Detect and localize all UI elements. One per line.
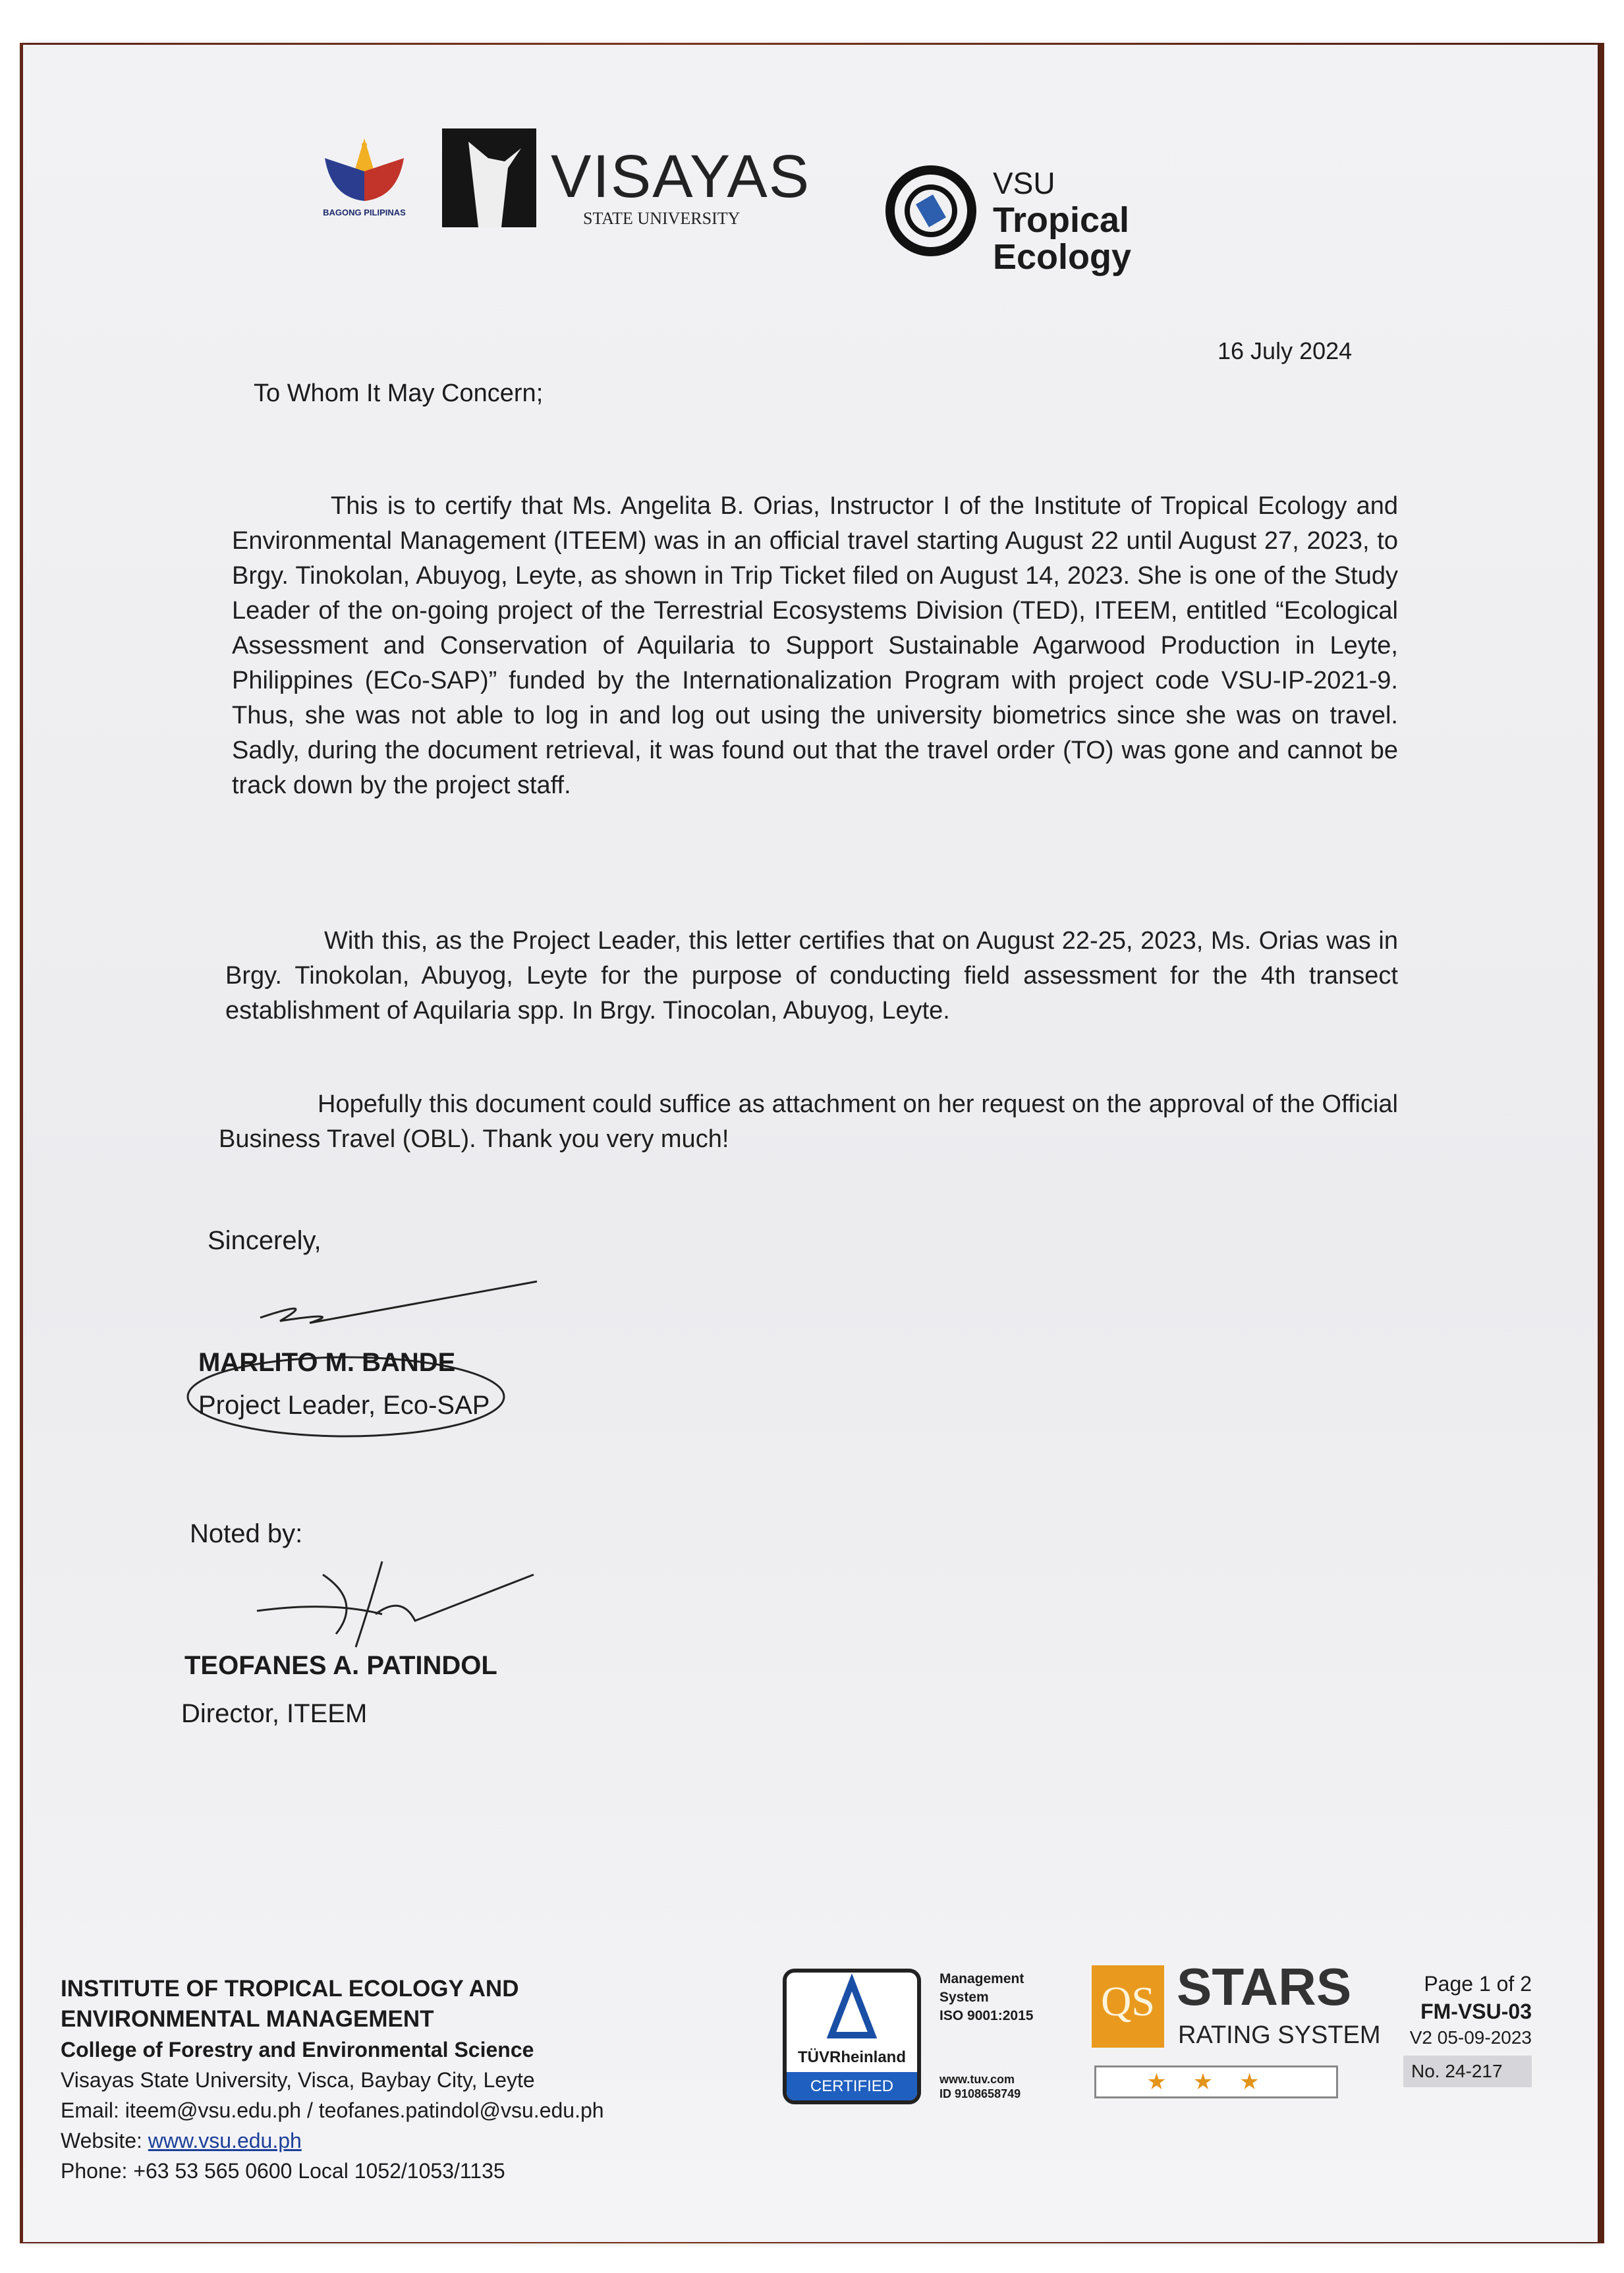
mgmt-line-3: ISO 9001:2015 bbox=[939, 2008, 1034, 2023]
tuv-badge bbox=[783, 1969, 921, 2104]
signature-patindol bbox=[250, 1555, 540, 1660]
noted-by-label: Noted by: bbox=[190, 1519, 303, 1548]
qs-logo: QS bbox=[1092, 1965, 1164, 2048]
mgmt-line-1: Management bbox=[939, 1971, 1024, 1986]
paragraph-1: This is to certify that Ms. Angelita B. Orias, Instructor I of the Institute of Tropical Ecology and Environmental Management (ITEEM) was in an official travel starting August 22 until August 27, 2023, to Brgy. Tinokolan, Abuyog, Leyte, as shown in Trip Ticket filed on August 14, 2023. She is one of the Study Leader of the on-going project of the Terrestrial Ecosystems Division (TED), ITEEM, entitled “Ecological Assessment and Conservation of Aquilaria to Support Sustainable Agarwood Production in Leyte, Philippines (ECo-SAP)” funded by the Internationalization Program with project code VSU-IP-2021-9. Thus, she was not able to log in and log out using the university biometrics since she was on travel. Sadly, during the document retrieval, it was found out that the travel order (TO) was gone and cannot be track down by the project staff. bbox=[232, 492, 1398, 799]
tuv-web bbox=[939, 2072, 1021, 2101]
tuv-id: ID 9108658749 bbox=[939, 2087, 1021, 2100]
signer1-name: MARLITO M. BANDE bbox=[198, 1348, 456, 1377]
document-control bbox=[1390, 1970, 1532, 2087]
phone: Phone: +63 53 565 0600 Local 1052/1053/1135 bbox=[61, 2159, 505, 2183]
tropical-ecology-emblem bbox=[882, 161, 980, 260]
document-number: No. 24-217 bbox=[1403, 2056, 1532, 2087]
closing: Sincerely, bbox=[208, 1226, 322, 1255]
tuv-certified: CERTIFIED bbox=[787, 2072, 917, 2101]
vsu-emblem bbox=[442, 128, 536, 227]
mgmt-line-2: System bbox=[939, 1990, 989, 2005]
vsu-subname: STATE UNIVERSITY bbox=[583, 209, 741, 228]
qs-star-box bbox=[1094, 2065, 1338, 2098]
bagong-pilipinas-text: BAGONG PILIPINAS bbox=[323, 208, 406, 217]
signer2-title: Director, ITEEM bbox=[181, 1699, 368, 1728]
address: Visayas State University, Visca, Baybay City, Leyte bbox=[61, 2068, 535, 2092]
website-label: Website: bbox=[61, 2129, 148, 2152]
footer-address bbox=[61, 1974, 604, 2186]
tuv-triangle-icon bbox=[787, 1973, 917, 2045]
tropical-ecology-name bbox=[993, 165, 1131, 275]
form-version: V2 05-09-2023 bbox=[1409, 2027, 1532, 2048]
form-code: FM-VSU-03 bbox=[1420, 2000, 1532, 2023]
signer2-name: TEOFANES A. PATINDOL bbox=[184, 1651, 497, 1680]
tuv-web-url: www.tuv.com bbox=[939, 2073, 1015, 2086]
vsu-name: VISAYAS bbox=[551, 143, 811, 210]
tropical-word: Tropical bbox=[993, 200, 1130, 240]
star-icon: ★ bbox=[1146, 2069, 1193, 2094]
paragraph-3: Hopefully this document could suffice as attachment on her request on the approval of the Official Business Travel (OBL). Thank you very much! bbox=[219, 1090, 1398, 1153]
page-number: Page 1 of 2 bbox=[1424, 1972, 1532, 1996]
college: College of Forestry and Environmental Science bbox=[61, 2038, 534, 2062]
qs-stars-title: STARS bbox=[1177, 1957, 1352, 2016]
qs-rating-system: RATING SYSTEM bbox=[1178, 2021, 1381, 2049]
ecology-word: Ecology bbox=[993, 237, 1132, 277]
management-system bbox=[939, 1970, 1033, 2025]
star-icon: ★ bbox=[1239, 2069, 1286, 2094]
paragraph-2: With this, as the Project Leader, this letter certifies that on August 22-25, 2023, Ms. Orias was in Brgy. Tinokolan, Abuyog, Leyte for the purpose of conducting field assessment for the 4th transect establishment of Aquilaria spp. In Brgy. Tinocolan, Abuyog, Leyte. bbox=[225, 927, 1398, 1024]
bagong-pilipinas-logo bbox=[312, 132, 417, 224]
institute-line-2: ENVIRONMENTAL MANAGEMENT bbox=[61, 2006, 434, 2032]
tropical-vsu: VSU bbox=[993, 166, 1055, 200]
email: Email: iteem@vsu.edu.ph / teofanes.patindol@vsu.edu.ph bbox=[61, 2098, 604, 2122]
signer1-title: Project Leader, Eco-SAP bbox=[198, 1391, 490, 1420]
letter-date: 16 July 2024 bbox=[1218, 337, 1353, 364]
salutation: To Whom It May Concern; bbox=[254, 379, 544, 407]
website-line bbox=[61, 2125, 604, 2156]
website-link[interactable]: www.vsu.edu.ph bbox=[148, 2129, 302, 2152]
tuv-brand: TÜVRheinland bbox=[797, 2048, 906, 2066]
star-icon: ★ bbox=[1192, 2069, 1240, 2094]
institute-line-1: INSTITUTE OF TROPICAL ECOLOGY AND bbox=[61, 1976, 519, 2002]
